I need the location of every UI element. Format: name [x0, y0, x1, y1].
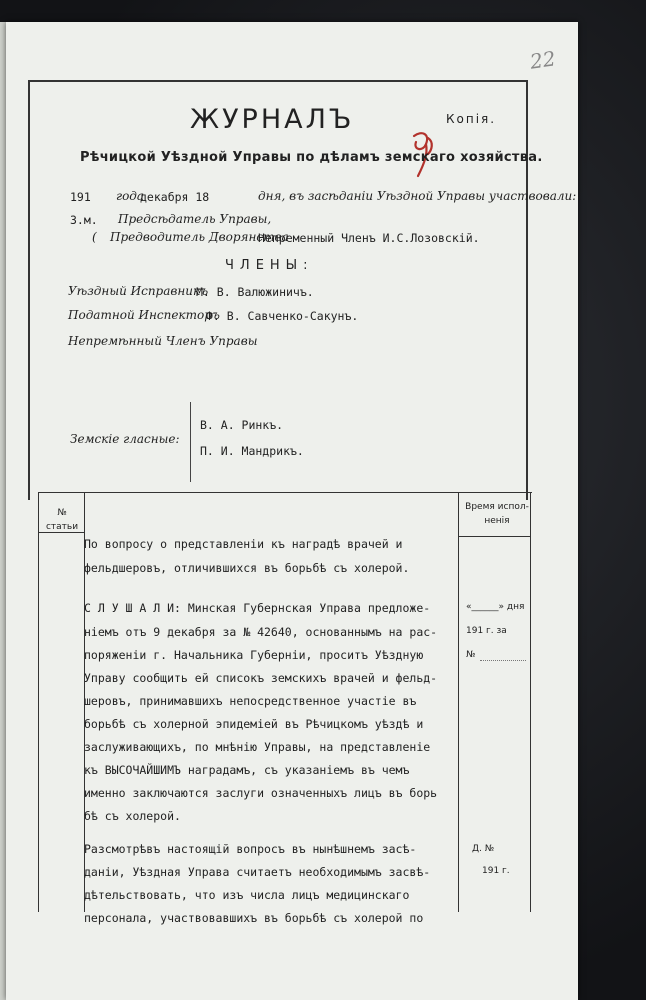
date-year: 191 [70, 190, 91, 204]
time-header-line-1: Время испол- [465, 502, 529, 512]
date-year-suffix: года [116, 189, 145, 203]
members-brace [190, 402, 194, 482]
body-line: даніи, Уѣздная Управа считаетъ необходимымъ засвѣ- [84, 865, 431, 879]
side-year-field: 191 г. за [466, 626, 507, 636]
side-number-dotline [480, 660, 526, 661]
copy-label: Копія. [446, 112, 497, 126]
pencil-page-number: 22 [528, 46, 557, 74]
body-line: По вопросу о представленіи къ наградѣ врачей и [84, 537, 403, 551]
date-line-rest: дня, въ засѣданіи Уѣздной Управы участвовали: [258, 189, 577, 203]
table-right-line [530, 492, 531, 912]
time-header-line-2: ненія [484, 516, 510, 526]
side-day-field: «______» дня [466, 602, 525, 612]
member-label-1: Уѣздный Исправникъ [68, 284, 209, 298]
members-title: ЧЛЕНЫ: [225, 258, 314, 273]
body-line: бѣ съ холерой. [84, 809, 181, 823]
journal-title: ЖУРНАЛЪ [190, 104, 355, 135]
chair-label: Предсѣдатель Управы, [118, 212, 272, 226]
body-line: фельдшеровъ, отличившихся въ борьбѣ съ холерой. [84, 561, 410, 575]
marshal-paren: ( [92, 230, 97, 244]
num-header-word: статьи [45, 522, 79, 532]
body-line: С Л У Ш А Л И: Минская Губернская Управа предложе- [84, 601, 431, 615]
body-line: Управу сообщить ей списокъ земскихъ врачей и фельд- [84, 671, 438, 685]
num-header-symbol: № [57, 508, 67, 518]
body-line: заслуживающихъ, по мнѣнію Управы, на представленіе [84, 740, 431, 754]
member-label-2: Податной Инспекторъ [68, 308, 220, 322]
side-case-number: Д. № [472, 844, 495, 854]
side-number-field: № [466, 650, 476, 660]
chair-prefix: З.м. [70, 213, 98, 227]
frame-left-line [28, 80, 30, 500]
table-time-divider [458, 492, 459, 912]
marshal-label: Предводитель Дворянства [110, 230, 289, 244]
side-case-year: 191 г. [482, 866, 510, 876]
marshal-value: Непременный Членъ И.С.Лозовскій. [258, 231, 480, 245]
body-line: къ ВЫСОЧАЙШИМЪ наградамъ, съ указаніемъ въ чемъ [84, 763, 410, 777]
frame-top-line [28, 80, 528, 82]
glasnye-label: Земскіе гласные: [70, 432, 180, 446]
body-line: персонала, участвовавшихъ въ борьбѣ съ холерой по [84, 911, 424, 925]
journal-subtitle: Рѣчицкой Уѣздной Управы по дѣламъ земскаго хозяйства. [80, 150, 543, 165]
time-column-header [462, 500, 532, 528]
frame-right-line [526, 80, 528, 500]
glasny-1: В. А. Ринкъ. [200, 418, 284, 432]
member-value-1: М. В. Валюжиничъ. [196, 285, 314, 299]
date-month-day: декабря 18 [140, 190, 210, 204]
member-label-3: Непремѣнный Членъ Управы [68, 334, 258, 348]
body-line: Разсмотрѣвъ настоящій вопросъ въ нынѣшнемъ засѣ- [84, 842, 417, 856]
body-line: ніемъ отъ 9 декабря за № 42640, основаннымъ на рас- [84, 625, 438, 639]
body-line: борьбѣ съ холерной эпидеміей въ Рѣчицкомъ уѣздѣ и [84, 717, 424, 731]
body-line: поряженіи г. Начальника Губерніи, проситъ Уѣздную [84, 648, 424, 662]
body-line: дѣтельствовать, что изъ числа лицъ медицинскаго [84, 888, 410, 902]
member-value-2: Ф. В. Савченко-Сакунъ. [206, 309, 359, 323]
table-left-line [38, 492, 39, 912]
glasny-2: П. И. Мандрикъ. [200, 444, 304, 458]
body-line: шеровъ, принимавшихъ непосредственное участіе въ [84, 694, 417, 708]
num-column-header [42, 506, 82, 534]
time-header-underline [458, 536, 530, 537]
body-line: именно заключаются заслуги означенныхъ лицъ въ борь [84, 786, 438, 800]
